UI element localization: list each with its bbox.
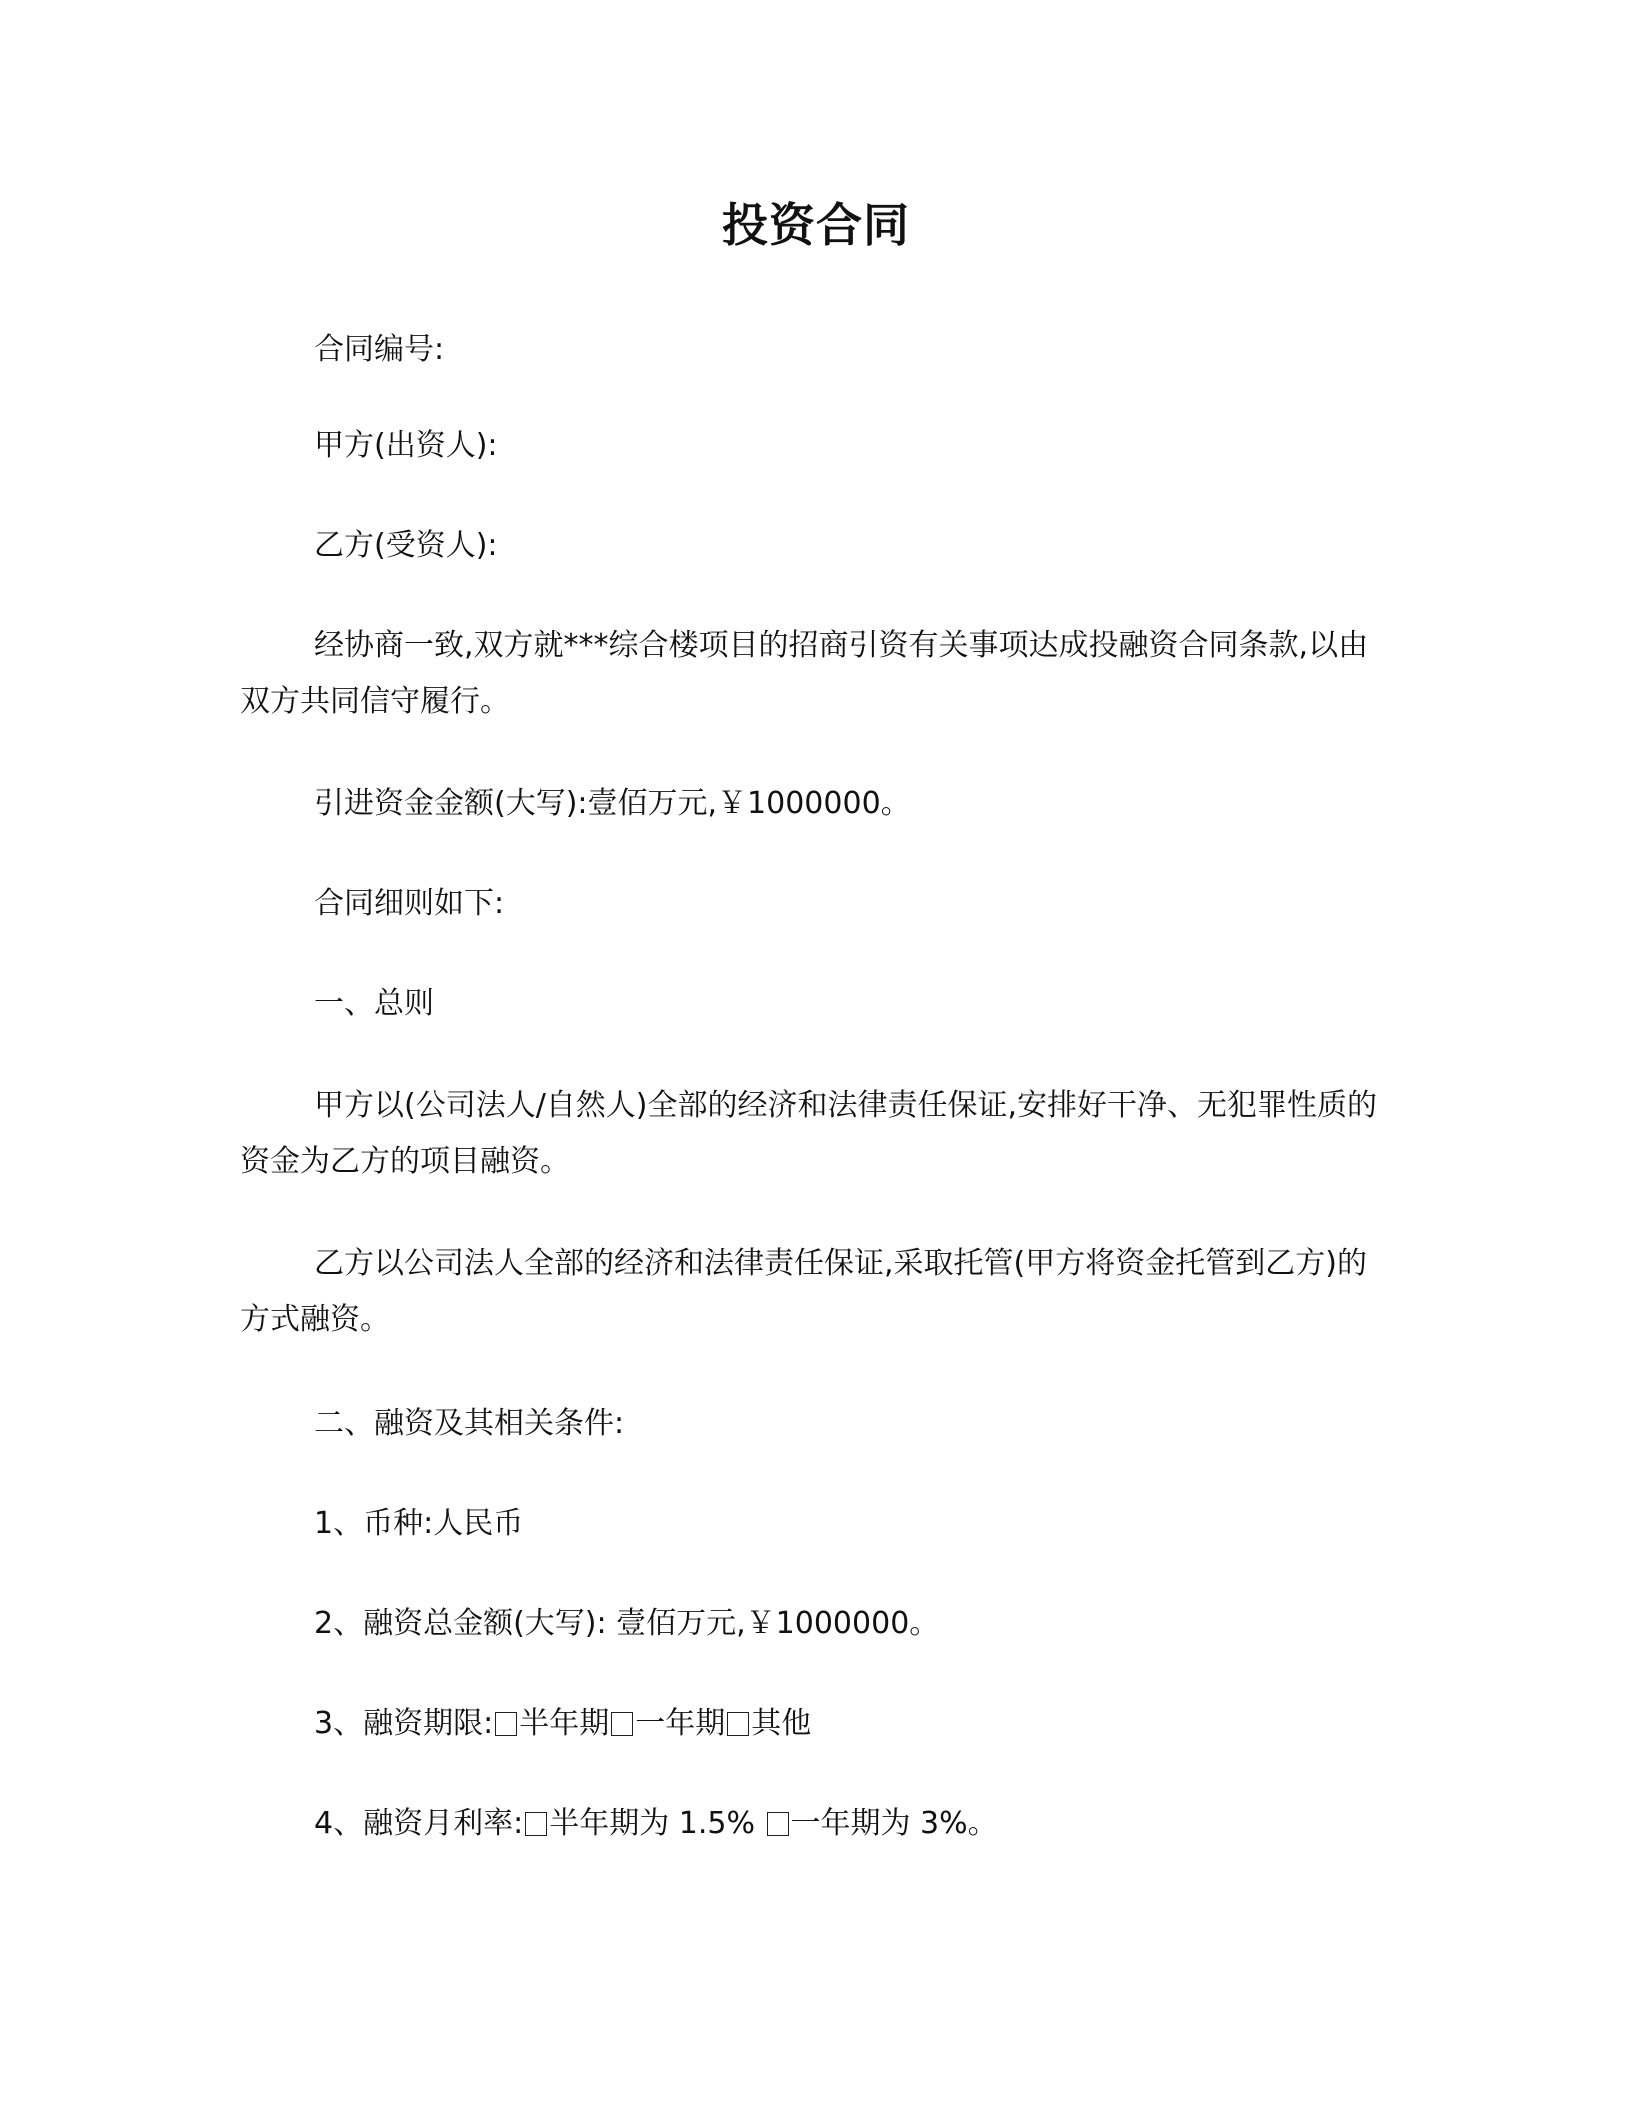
half-year-rate-label: 半年期为 1.5% — [549, 1806, 755, 1841]
item-3-financing-term — [240, 1696, 1380, 1752]
item-4-monthly-rate — [240, 1796, 1380, 1852]
one-year-rate-checkbox[interactable] — [767, 1812, 789, 1836]
amount-line: 引进资金金额(大写):壹佰万元,￥1000000。 — [314, 786, 911, 821]
item-1-currency: 1、币种:人民币 — [314, 1506, 524, 1541]
other-term-option-label: 其他 — [751, 1706, 812, 1741]
section-1-paragraph-2: 乙方以公司法人全部的经济和法律责任保证,采取托管(甲方将资金托管到乙方)的方式融资。 — [240, 1246, 1367, 1337]
one-year-option-label: 一年期 — [635, 1706, 726, 1741]
section-2-heading: 二、融资及其相关条件: — [314, 1406, 625, 1441]
half-year-rate-checkbox[interactable] — [525, 1812, 547, 1836]
item-3-prefix: 3、融资期限: — [314, 1706, 494, 1741]
section-1-paragraph-1: 甲方以(公司法人/自然人)全部的经济和法律责任保证,安排好干净、无犯罪性质的资金为乙方的项目融资。 — [240, 1088, 1378, 1179]
document-title: 投资合同 — [722, 198, 910, 252]
party-a-label: 甲方(出资人): — [314, 428, 498, 463]
half-year-option-label: 半年期 — [519, 1706, 610, 1741]
preamble-paragraph: 经协商一致,双方就***综合楼项目的招商引资有关事项达成投融资合同条款,以由双方共同信守履行。 — [240, 628, 1369, 719]
item-4-prefix: 4、融资月利率: — [314, 1806, 524, 1841]
details-intro: 合同细则如下: — [314, 886, 505, 921]
party-b-label: 乙方(受资人): — [314, 528, 498, 563]
one-year-rate-label: 一年期为 3%。 — [790, 1806, 998, 1841]
half-year-checkbox[interactable] — [495, 1712, 517, 1736]
contract-number-label: 合同编号: — [314, 332, 445, 367]
one-year-checkbox[interactable] — [611, 1712, 633, 1736]
other-term-checkbox[interactable] — [727, 1712, 749, 1736]
item-2-total-amount: 2、融资总金额(大写): 壹佰万元,￥1000000。 — [314, 1606, 940, 1641]
section-1-heading: 一、总则 — [314, 986, 434, 1021]
